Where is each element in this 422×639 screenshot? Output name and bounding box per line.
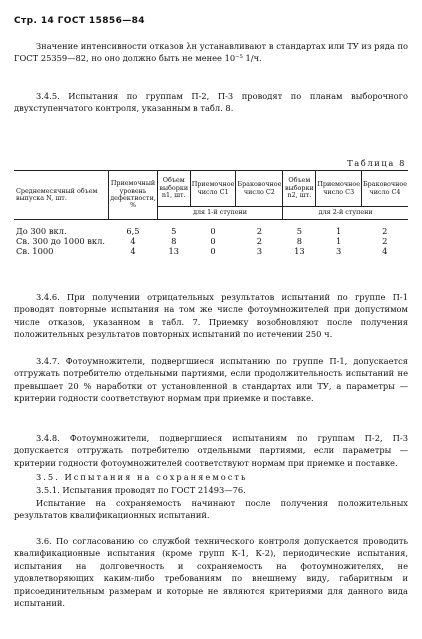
paragraph-3-6: 3.6. По согласованию со службой технического контроля допускается проводить квалификационные испытания (кроме групп К-1, К-2), периодические испытания, испытания на долговечность и сохраняемость на фотоумножителях, не удовлетворяющих каким-либо требованиям по внешнему виду, габаритным и присоединительным размерам и которые не являются критериями для данного вида испытаний.: [14, 536, 408, 609]
cell-c4: 2: [382, 236, 388, 246]
cell-n1: 13: [168, 246, 180, 256]
stage-2-header: для 2-й ступени: [283, 207, 408, 220]
cell-c4: 4: [382, 246, 388, 256]
table-row: [14, 236, 408, 246]
cell-c1: 0: [210, 226, 216, 236]
cell-c2: 3: [256, 246, 263, 256]
row-label: Св. 300 до 1000 вкл.: [16, 236, 106, 246]
cell-aql: 4: [130, 246, 136, 256]
cell-c1: 0: [210, 236, 216, 246]
col-header-c3: Приемочное число C3: [316, 171, 362, 207]
col-header-c4: Браковочное число C4: [361, 171, 408, 207]
paragraph-3-4-7: 3.4.7. Фотоумножители, подвергшиеся испытанию по группе П-1, допускается отгружать потребителю отдельными партиями, если продолжительность испытаний не превышает 20 % наработки от установленной в стандартах или ТУ, а параметры — критерии годности соответствуют нормам при приемке и поставке.: [14, 356, 408, 404]
paragraph-3-4-5: 3.4.5. Испытания по группам П-2, П-3 проводят по планам выборочного двухступенчатого контроля, указанным в табл. 8.: [14, 91, 408, 114]
table-row: [14, 220, 408, 237]
cell-c3: 3: [336, 246, 342, 256]
page-header: Стр. 14 ГОСТ 15856—84: [14, 16, 145, 26]
intro-paragraph: Значение интенсивности отказов λн устанавливают в стандартах или ТУ из ряда по ГОСТ 25359—82, но оно должно быть не менее 10⁻⁵ 1/ч.: [14, 41, 408, 64]
row-label: До 300 вкл.: [16, 226, 67, 236]
cell-c2: 2: [256, 226, 263, 236]
cell-c3: 1: [336, 236, 342, 246]
cell-n2: 13: [294, 246, 305, 256]
paragraph-3-4-6: 3.4.6. При получении отрицательных результатов испытаний по группе П-1 проводят повторные испытания на том же числе фотоумножителей при допустимом числе отказов, указанном в табл. 7. Приемку возобновляют после получения положительных результатов повторных испытаний по истечении 250 ч.: [14, 292, 408, 340]
col-header-volume: Среднемесячный объем выпуска N, шт.: [14, 171, 109, 220]
cell-c3: 1: [336, 226, 342, 236]
cell-n2: 5: [296, 226, 302, 236]
paragraph-3-4-8: 3.4.8. Фотоумножители, подвергшиеся испытаниям по группам П-2, П-3 допускается отгружать потребителю отдельными партиями, если параметры — критерии годности фотоумножителей соответствуют нормам при приемке и поставке.: [14, 433, 408, 468]
cell-n2: 8: [296, 236, 302, 246]
row-label: Св. 1000: [16, 246, 54, 256]
cell-c1: 0: [210, 246, 216, 256]
sampling-plan-table: [14, 170, 408, 256]
cell-n1: 5: [171, 226, 177, 236]
table-caption: Таблица 8: [347, 158, 406, 168]
col-header-n2: Объем выборки n2, шт.: [283, 171, 316, 207]
table-row: [14, 246, 408, 256]
section-3-5-heading: 3.5. Испытания на сохраняемость: [36, 472, 248, 482]
cell-aql: 4: [130, 236, 136, 246]
paragraph-3-5-1: 3.5.1. Испытания проводят по ГОСТ 21493—76.: [36, 485, 246, 495]
stage-1-header: для 1-й ступени: [157, 207, 283, 220]
col-header-c1: Приемочное число C1: [190, 171, 236, 207]
cell-c4: 2: [382, 226, 388, 236]
col-header-aql: Приемочный уровень дефектности, %: [109, 171, 158, 220]
col-header-n1: Объем выборки n1, шт.: [157, 171, 190, 207]
cell-n1: 8: [171, 236, 177, 246]
cell-c2: 2: [256, 236, 263, 246]
cell-aql: 6,5: [126, 226, 140, 236]
paragraph-3-5-1-continued: Испытание на сохраняемость начинают после получения положительных результатов квалификационных испытаний.: [14, 498, 408, 521]
col-header-c2: Браковочное число C2: [236, 171, 283, 207]
